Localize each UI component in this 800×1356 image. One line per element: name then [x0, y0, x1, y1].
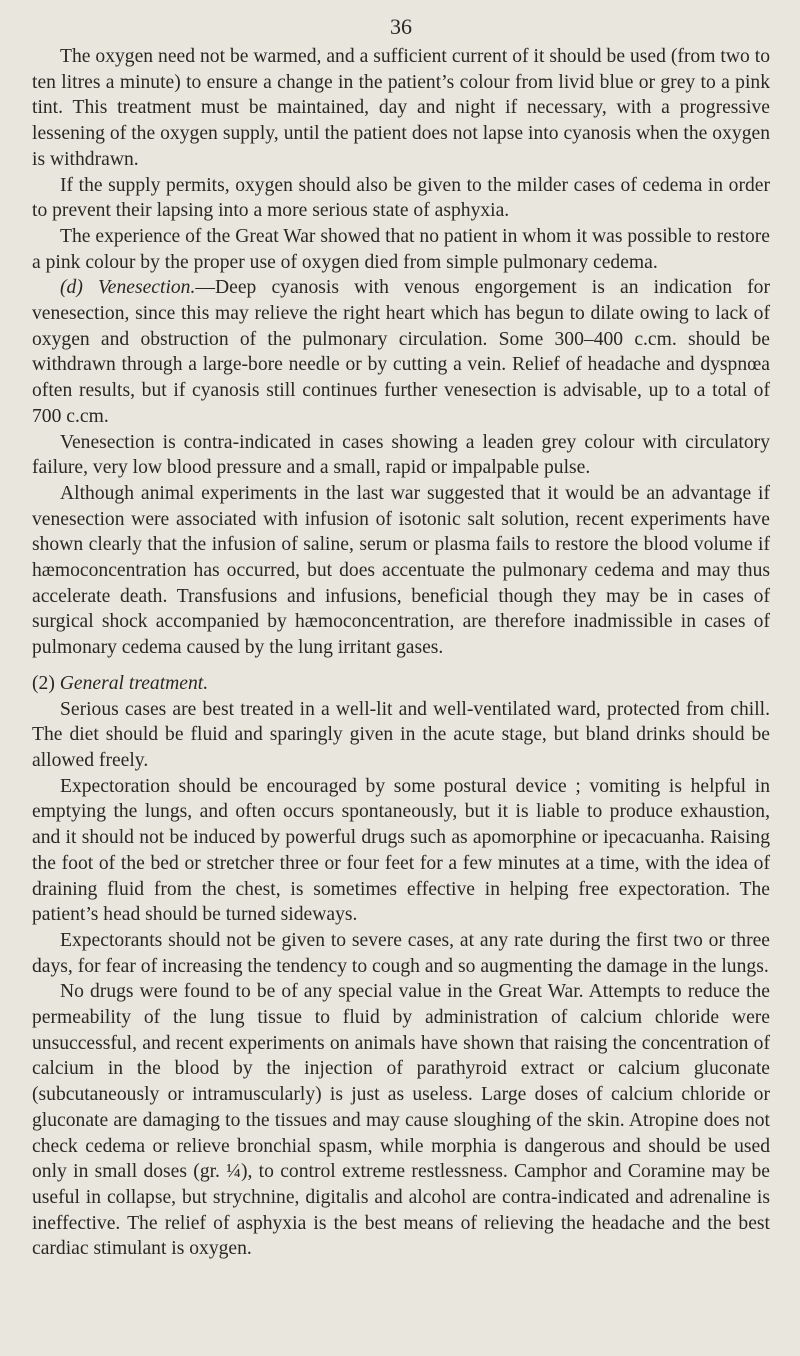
page-number: 36 [390, 14, 412, 39]
paragraph-great-war-experience: The experience of the Great War showed that no patient in whom it was possible to restore a pink colour by the proper use of oxygen died from simple pulmonary cedema. [32, 225, 770, 273]
venesection-lead: (d) Venesection. [60, 277, 196, 299]
section-number: (2) [32, 672, 55, 694]
paragraph-milder-cases: If the supply permits, oxygen should also be given to the milder cases of cedema in order to prevent their lapsing into a more serious state of asphyxia. [32, 174, 770, 222]
venesection-text: —Deep cyanosis with venous engorgement is an indication for venesection, since this may relieve the right heart which has begun to dilate owing to lack of oxygen and obstruction of the pulmonary circulation. Some 300–400 c.cm. should be withdrawn through a large-bore needle or by cutting a vein. Relief of headache and dyspnœa often results, but if cyanosis still continues further venesection is advisable, up to a total of 700 c.cm. [32, 277, 771, 427]
paragraph-drugs: No drugs were found to be of any special value in the Great War. Attempts to reduce the permeability of the lung tissue to fluid by administration of calcium chloride were unsuccessful, and recent experiments on animals have shown that raising the concentration of calcium in the blood by the injection of parathyroid extract or calcium gluconate (subcutaneously or intramuscularly) is just as useless. Large doses of calcium chloride or gluconate are damaging to the tissues and may cause sloughing of the skin. Atropine does not check cedema or relieve bronchial spasm, while morphia is dangerous and should be used only in small doses (gr. ¼), to control extreme restlessness. Camphor and Coramine may be useful in collapse, but strychnine, digitalis and alcohol are contra-indicated and adrenaline is ineffective. The relief of asphyxia is the best means of relieving the headache and the best cardiac stimulant is oxygen. [32, 981, 770, 1260]
paragraph-expectoration: Expectoration should be encouraged by some postural device ; vomiting is helpful in emptying the lungs, and often occurs spontaneously, but it is liable to produce exhaustion, and it should not be induced by powerful drugs such as apomorphine or ipecacuanha. Raising the foot of the bed or stretcher three or four feet for a few minutes at a time, with the idea of draining fluid from the chest, is sometimes effective in helping free expectoration. The patient’s head should be turned sideways. [32, 775, 770, 926]
paragraph-ward-diet: Serious cases are best treated in a well-lit and well-ventilated ward, protected from chill. The diet should be fluid and sparingly given in the acute stage, but bland drinks should be allowed freely. [32, 698, 770, 771]
paragraph-animal-experiments: Although animal experiments in the last war suggested that it would be an advantage if venesection were associated with infusion of isotonic salt solution, recent experiments have shown clearly that the infusion of saline, serum or plasma fails to restore the blood volume if hæmoconcentration has occurred, but does accentuate the pulmonary cedema and may thus accelerate death. Transfusions and infusions, beneficial though they may be in cases of surgical shock accompanied by hæmoconcentration, are therefore inadmissible in cases of pulmonary cedema caused by the lung irritant gases. [32, 482, 770, 659]
section-title: General treatment. [59, 672, 209, 694]
paragraph-oxygen-current: The oxygen need not be warmed, and a sufficient current of it should be used (from two to ten litres a minute) to ensure a change in the patient’s colour from livid blue or grey to a pink tint. This treatment must be maintained, day and night if necessary, with a progressive lessening of the oxygen supply, until the patient does not lapse into cyanosis when the oxygen is withdrawn. [32, 46, 770, 170]
paragraph-expectorants: Expectorants should not be given to severe cases, at any rate during the first two or three days, for fear of increasing the tendency to cough and so augmenting the damage in the lungs. [32, 929, 770, 977]
paragraph-contra-indicated: Venesection is contra-indicated in cases showing a leaden grey colour with circulatory failure, very low blood pressure and a small, rapid or impalpable pulse. [32, 431, 770, 479]
paragraph-venesection [32, 275, 770, 429]
section-heading-general-treatment [32, 671, 770, 697]
